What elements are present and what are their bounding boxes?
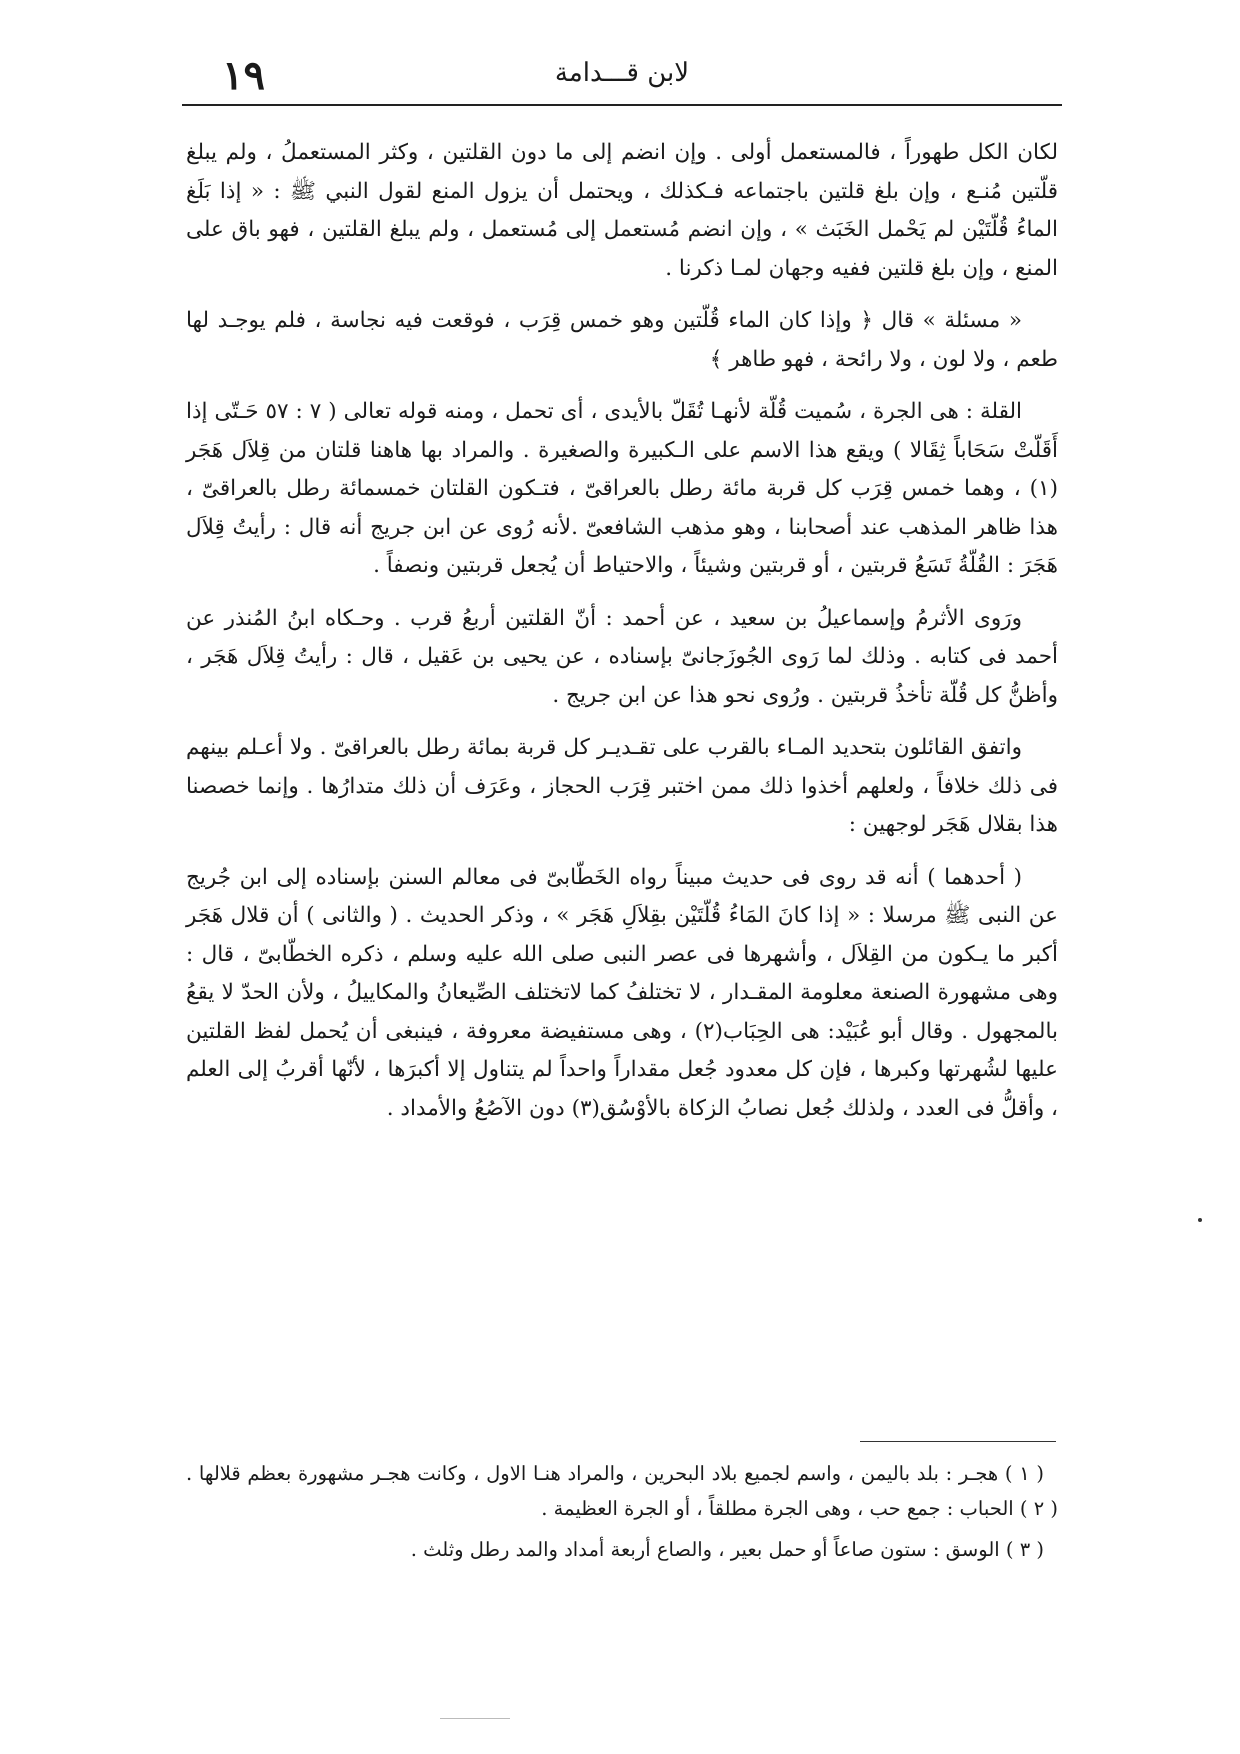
- paragraph: واتفق القائلون بتحديد المـاء بالقرب على تقـديـر كل قربة بمائة رطل بالعراقىّ . ولا أعـلم بينهم فى ذلك خلافاً ، ولعلهم أخذوا ذلك ممن اختبر قِرَب الحجاز ، وعَرَف أن ذلك متدارُها . وإنما خصصنا هذا بقلال هَجَر لوجهين :: [186, 735, 1058, 837]
- margin-mark: [1198, 1218, 1202, 1222]
- paragraph: لكان الكل طهوراً ، فالمستعمل أولى . وإن انضم إلى ما دون القلتين ، وكثر المستعملُ ، ولم يبلغ قلّتين مُنـع ، وإن بلغ قلتين باجتماعه فـكذلك ، ويحتمل أن يزول المنع لقول النبي ﷺ : « إذا بَلَغ الماءُ قُلّتَيْن لم يَحْمل الخَبَث » ، وإن انضم مُستعمل إلى مُستعمل ، ولم يبلغ القلتين ، فهو باق على المنع ، وإن بلغ قلتين ففيه وجهان لمـا ذكرنا .: [186, 140, 1058, 281]
- paragraph: ورَوى الأثرمُ وإسماعيلُ بن سعيد ، عن أحمد : أنّ القلتين أربعُ قرب . وحـكاه ابنُ المُنذر عن أحمد فى كتابه . وذلك لما رَوى الجُوزَجانىّ بإسناده ، عن يحيى بن عَقيل ، قال : رأيتُ قِلاَل هَجَر ، وأظنُّ كل قُلّة تأخذُ قربتين . ورُوى نحو هذا عن ابن جريج .: [186, 605, 1058, 708]
- footnote-rule: [860, 1441, 1056, 1442]
- paragraph: « مسئلة » قال ﴿ وإذا كان الماء قُلّتين وهو خمس قِرَب ، فوقعت فيه نجاسة ، فلم يوجـد لها طعم ، ولا لون ، ولا رائحة ، فهو طاهر ﴾: [186, 308, 1058, 372]
- paragraph: ( أحدهما ) أنه قد روى فى حديث مبيناً رواه الخَطّابىّ فى معالم السنن بإسناده إلى ابن جُريج عن النبى ﷺ مرسلا : « إذا كانَ المَاءُ قُلّتَيْن بقِلاَلِ هَجَر » ، وذكر الحديث . ( والثانى ) أن قلال هَجَر أكبر ما يـكون من القِلاَل ، وأشهرها فى عصر النبى صلى الله عليه وسلم ، ذكره الخطّابىّ ، قال : وهى مشهورة الصنعة معلومة المقـدار ، لا تختلفُ كما لاتختلف الصِّيعانُ والمكاييلُ ، ولأن الحدّ لا يقعُ بالمجهول . وقال أبو عُبَيْد: هى الحِبَاب(٢) ، وهى مستفيضة معروفة ، فينبغى أن يُحمل لفظ القلتين عليها لشُهرتها وكبرها ، فإن كل معدود جُعل مقداراً واحداً لم يتناول إلا أكبرَها ، لأنّها أقربُ إلى العلم ، وأقلُّ فى العدد ، ولذلك جُعل نصابُ الزكاة بالأوْسُق(٣) دون الآصُعُ والأمداد .: [186, 864, 1058, 1121]
- main-text: [186, 134, 1058, 1142]
- footnote: ( ٣ ) الوسق : ستون صاعاً أو حمل بعير ، والصاع أربعة أمداد والمد رطل وثلث .: [410, 1538, 1044, 1561]
- page-header: [182, 52, 1062, 100]
- running-title: لابن قـــدامة: [554, 58, 690, 88]
- footnote: ( ١ ) هجـر : بلد باليمن ، واسم لجميع بلاد البحرين ، والمراد هنـا الاول ، وكانت هجـر مشهورة بعظم قلالها . ( ٢ ) الحباب : جمع حب ، وهى الجرة مطلقاً ، أو الجرة العظيمة .: [186, 1462, 1058, 1520]
- footnotes: [186, 1456, 1058, 1573]
- page-number: ١٩: [222, 52, 265, 99]
- paragraph: القلة : هى الجرة ، سُميت قُلّة لأنهـا تُقَلّ بالأيدى ، أى تحمل ، ومنه قوله تعالى ( ٧ : ٥٧ حَـتّى إذا أَقَلّتْ سَحَاباً ثِقَالا ) ويقع هذا الاسم على الـكبيرة والصغيرة . والمراد بها هاهنا قلتان من قِلاَل هَجَر (١) ، وهما خمس قِرَب كل قربة مائة رطل بالعراقىّ ، فتـكون القلتان خمسمائة رطل بالعراقىّ ، هذا ظاهر المذهب عند أصحابنا ، وهو مذهب الشافعىّ .لأنه رُوى عن ابن جريج أنه قال : رأيتُ قِلاَل هَجَرَ : القُلّةُ تَسَعُ قربتين ، أو قربتين وشيئاً ، والاحتياط أن يُجعل قربتين ونصفاً .: [186, 399, 1058, 578]
- header-rule: [182, 104, 1062, 106]
- bottom-mark: [440, 1718, 510, 1719]
